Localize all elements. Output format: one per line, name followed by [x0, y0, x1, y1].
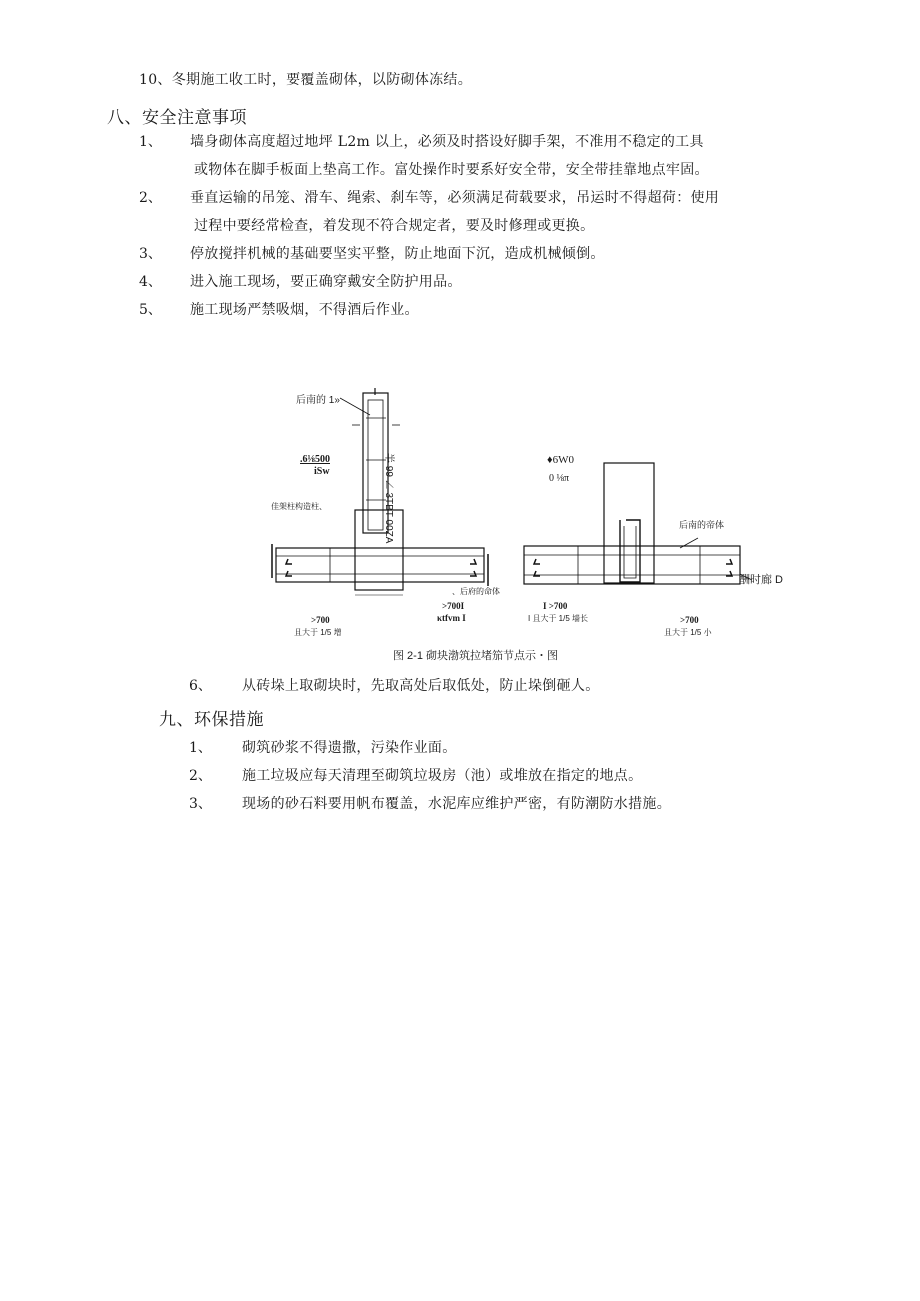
right-dim-d: I 且大于 1/5 墙长	[528, 614, 589, 623]
env-item-3-text: 现场的砂石料要用帆布覆盖，水泥库应维护严密，有防潮防水措施。	[242, 796, 671, 812]
left-dim-d: κtfvm I	[437, 613, 466, 623]
safety-item-5-num: 5、	[139, 302, 162, 318]
right-dim-a: ♦6W0	[547, 454, 574, 466]
left-dim-e: >700	[311, 615, 330, 625]
left-dim-c: >700I	[442, 601, 465, 611]
section-9-title: 九、环保措施	[159, 710, 264, 730]
safety-item-1-num: 1、	[139, 134, 162, 150]
left-vertical-note: 半 99 ∠ 3TBT 00ZA	[383, 453, 394, 544]
safety-item-2-num: 2、	[139, 190, 162, 206]
safety-item-3-num: 3、	[139, 246, 162, 262]
safety-item-5-line-1: 施工现场严禁吸烟，不得酒后作业。	[190, 302, 419, 318]
left-dim-a: .6⅛500	[300, 454, 330, 465]
env-item-2-num: 2、	[189, 768, 212, 784]
item-10: 10、冬期施工收工时，要覆盖砌体，以防砌体冻结。	[139, 72, 473, 88]
safety-item-1-line-1: 墙身砌体高度超过地坪 L2m 以上，必须及时搭设好脚手架，不准用不稳定的工具	[190, 134, 704, 150]
figure-caption: 图 2-1 砌块渤筑拉堵笳节点示・图	[393, 650, 559, 662]
left-dim-b: iSw	[314, 466, 330, 477]
left-node-drawing	[272, 388, 488, 595]
safety-item-3-line-1: 停放搅拌机械的基础要坚实平整，防止地面下沉，造成机械倾倒。	[190, 246, 605, 262]
left-bottom-right-note: 、后府的命体	[452, 587, 500, 596]
env-item-1-text: 砌筑砂浆不得遗撒，污染作业面。	[242, 740, 457, 756]
safety-item-2-line-2: 过程中要经常检查，着发现不符合规定者，要及时修理或更换。	[194, 218, 595, 234]
safety-item-4-line-1: 进入施工现场，要正确穿戴安全防护用品。	[190, 274, 462, 290]
left-dim-f: 且大于 1/5 增	[294, 628, 342, 637]
left-top-note: 后南的 1»	[296, 395, 340, 406]
safety-item-6-text: 从砖垛上取砌块时，先取高处后取低处，防止垛倒砸人。	[242, 678, 600, 694]
right-dim-f: 且大于 1/5 小	[664, 628, 712, 637]
safety-item-6-num: 6、	[189, 678, 212, 694]
env-item-3-num: 3、	[189, 796, 212, 812]
section-8-title: 八、安全注意事项	[107, 108, 247, 128]
left-side-note: 佳架柱构造柱、	[271, 502, 327, 511]
safety-item-4-num: 4、	[139, 274, 162, 290]
safety-item-1-line-2: 或物体在脚手板面上垫高工作。富处操作时要系好安全带，安全带挂靠地点牢固。	[194, 162, 709, 178]
right-dim-c: I >700	[543, 601, 568, 611]
right-dim-e: >700	[680, 615, 699, 625]
right-dim-b: 0 ⅛π	[549, 473, 570, 484]
right-side-note: 酬时廊 D	[739, 574, 783, 586]
safety-item-2-line-1: 垂直运输的吊笼、滑车、绳索、刹车等，必须满足荷载要求，吊运时不得超荷：使用	[190, 190, 720, 206]
env-item-1-num: 1、	[189, 740, 212, 756]
right-top-note: 后南的帝体	[679, 520, 725, 530]
env-item-2-text: 施工垃圾应每天清理至砌筑垃圾房（池）或堆放在指定的地点。	[242, 768, 643, 784]
